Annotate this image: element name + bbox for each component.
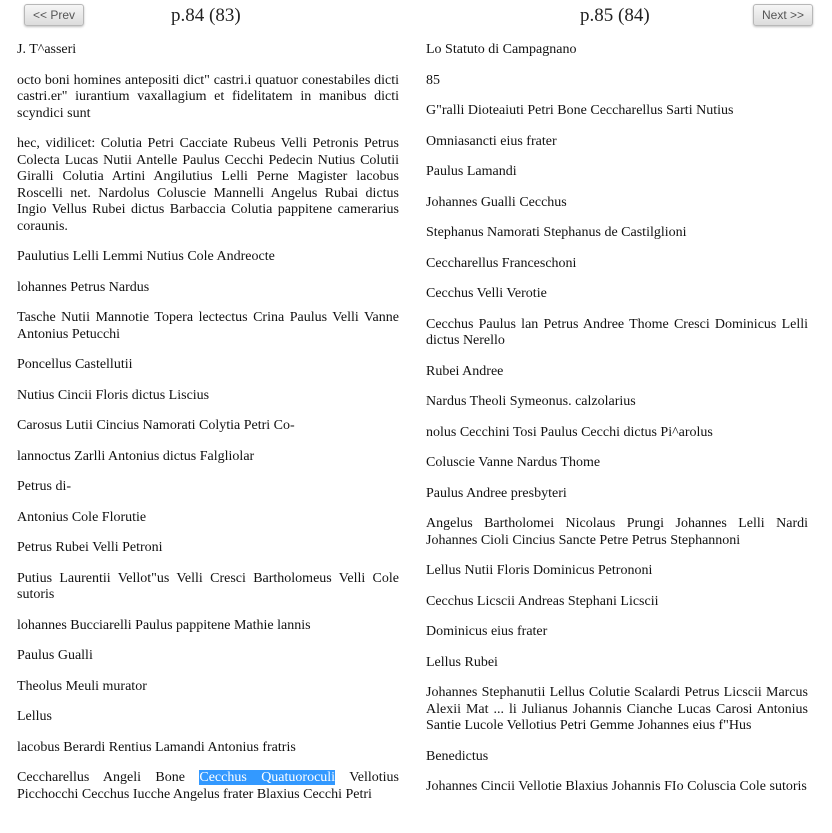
paragraph: Rubei Andree bbox=[426, 363, 504, 379]
paragraph: Nutius Cincii Floris dictus Liscius bbox=[17, 387, 210, 403]
paragraph: octo boni homines antepositi dict" castri.i quatuor conestabiles dicti castri.er" iurantium vaxallagium et fidelitatem in manibus dicti scyndici sunt bbox=[17, 72, 399, 121]
paragraph: J. T^asseri bbox=[17, 42, 77, 57]
text-before-selection: Ceccharellus Angeli Bone bbox=[17, 770, 200, 785]
paragraph: Antonius Cole Florutie bbox=[17, 509, 147, 525]
paragraph: Nardus Theoli Symeonus. calzolarius bbox=[426, 394, 636, 409]
running-header: Lo Statuto di Campagnano bbox=[426, 42, 577, 57]
paragraph: Johannes Cincii Vellotie Blaxius Johannis FIo Coluscia Cole sutoris bbox=[426, 779, 807, 794]
paragraph: lannoctus Zarlli Antonius dictus Falgliolar bbox=[17, 448, 255, 464]
paragraph: Lellus Rubei bbox=[426, 654, 498, 670]
paragraph: Cecchus Paulus lan Petrus Andree Thome Cresci Dominicus Lelli dictus Nerello bbox=[426, 316, 808, 348]
paragraph: Stephanus Namorati Stephanus de Castilglioni bbox=[426, 225, 687, 240]
paragraph: Petrus Rubei Velli Petroni bbox=[17, 540, 163, 555]
paragraph: Paulus Lamandi bbox=[426, 164, 517, 179]
paragraph: Johannes Stephanutii Lellus Colutie Scalardi Petrus Licscii Marcus Alexii Mat ... li Julianus Johannis Cianche Lucas Carosi Antonius Santie Lucole Vellotius Petri Gemme Johannes eius f"Hus bbox=[426, 685, 808, 733]
selected-text[interactable]: Cecchus Quatuoroculi bbox=[199, 770, 336, 785]
paragraph: nolus Cecchini Tosi Paulus Cecchi dictus Pi^arolus bbox=[426, 424, 713, 440]
paragraph: Petrus di- bbox=[17, 479, 72, 494]
paragraph: Theolus Meuli murator bbox=[17, 678, 147, 694]
paragraph: Lellus bbox=[17, 709, 52, 724]
paragraph: hec, vidilicet: Colutia Petri Cacciate Rubeus Velli Petronis Petrus Colecta Lucas Nutii Antelle Paulus Cecchi Pedecin Nutius Colutii Giralli Colutia Artini Angilutius Lelli Perne Magister lacobus Roscelli net. Nardolus Coluscie Mannelli Angelus Rubai dictus Ingio Vellus Rubei dictus Barbaccia Colutia pappitene camerarius coraunis. bbox=[17, 136, 399, 234]
paragraph: Cecchus Licscii Andreas Stephani Licscii bbox=[426, 593, 659, 609]
paragraph: Paulus Andree presbyteri bbox=[426, 485, 567, 501]
left-page-text bbox=[17, 42, 399, 817]
paragraph: lohannes Petrus Nardus bbox=[17, 279, 150, 295]
paragraph: Tasche Nutii Mannotie Topera lectectus Crina Paulus Velli Vanne Antonius Petucchi bbox=[17, 310, 399, 342]
paragraph: Benedictus bbox=[426, 748, 489, 764]
paragraph: Paulutius Lelli Lemmi Nutius Cole Andreocte bbox=[17, 249, 275, 264]
paragraph: Johannes Gualli Cecchus bbox=[426, 194, 567, 210]
paragraph: Ceccharellus Franceschoni bbox=[426, 255, 577, 271]
right-page-label: p.85 (84) bbox=[580, 5, 650, 26]
left-page-label: p.84 (83) bbox=[171, 5, 241, 26]
paragraph: Coluscie Vanne Nardus Thome bbox=[426, 455, 601, 470]
paragraph: Paulus Gualli bbox=[17, 648, 93, 663]
next-page-button[interactable]: Next >> bbox=[753, 4, 813, 26]
paragraph-with-selection bbox=[17, 770, 399, 803]
paragraph: lacobus Berardi Rentius Lamandi Antonius fratris bbox=[17, 739, 296, 755]
text-after-selection: Vellotius Picchocchi Cecchus Iucche Angelus frater Blaxius Cecchi Petri bbox=[17, 770, 400, 802]
paragraph: Lellus Nutii Floris Dominicus Petrononi bbox=[426, 563, 653, 578]
paragraph: lohannes Bucciarelli Paulus pappitene Mathie lannis bbox=[17, 617, 311, 633]
paragraph: Cecchus Velli Verotie bbox=[426, 286, 547, 301]
paragraph: Dominicus eius frater bbox=[426, 624, 548, 639]
paragraph: Omniasancti eius frater bbox=[426, 133, 557, 149]
paragraph: Angelus Bartholomei Nicolaus Prungi Johannes Lelli Nardi Johannes Cioli Cincius Sancte Petre Petrus Stephannoni bbox=[426, 516, 808, 548]
paragraph: G"ralli Dioteaiuti Petri Bone Ceccharellus Sarti Nutius bbox=[426, 103, 734, 118]
prev-page-button[interactable]: << Prev bbox=[24, 4, 84, 26]
right-page-text bbox=[426, 42, 808, 810]
page-number: 85 bbox=[426, 72, 440, 88]
paragraph: Putius Laurentii Vellot"us Velli Cresci Bartholomeus Velli Cole sutoris bbox=[17, 570, 399, 602]
paragraph: Poncellus Castellutii bbox=[17, 357, 133, 372]
paragraph: Carosus Lutii Cincius Namorati Colytia Petri Co- bbox=[17, 418, 295, 433]
